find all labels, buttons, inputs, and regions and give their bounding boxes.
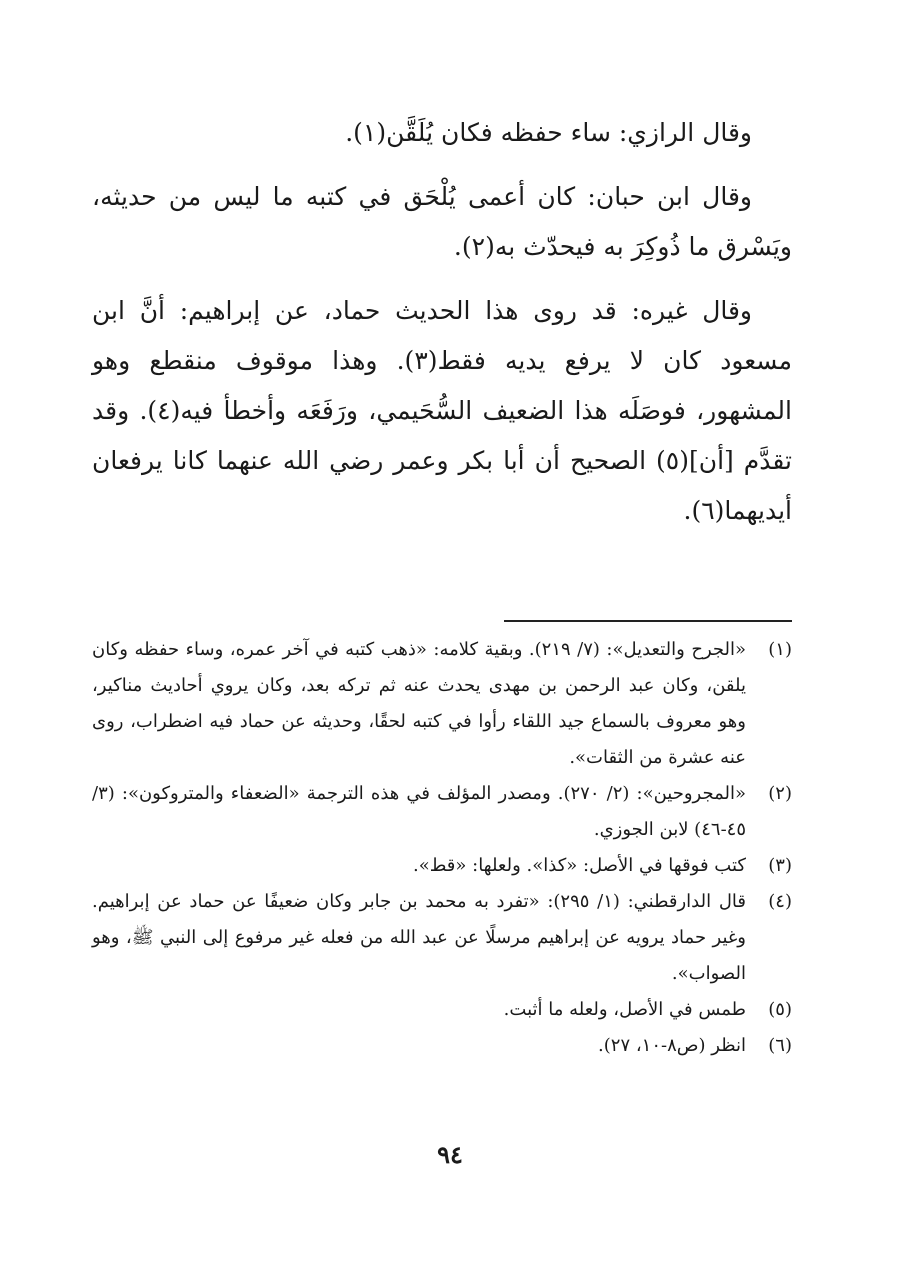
footnote-text: طمس في الأصل، ولعله ما أثبت. bbox=[503, 999, 746, 1020]
paragraph-ibn-hibban: وقال ابن حبان: كان أعمى يُلْحَق في كتبه ما ليس من حديثه، ويَسْرق ما ذُوكِرَ به فيحدّث به(٢). bbox=[92, 182, 792, 261]
footnote-4 bbox=[92, 884, 792, 992]
footnote-6 bbox=[92, 1028, 792, 1064]
footnote-text: انظر (ص٨-١٠، ٢٧). bbox=[598, 1035, 746, 1056]
footnote-number: (٥) bbox=[768, 999, 792, 1020]
footnote-number: (٣) bbox=[768, 855, 792, 876]
footnote-number: (١) bbox=[768, 639, 792, 660]
footnote-2 bbox=[92, 776, 792, 848]
footnote-3 bbox=[92, 848, 792, 884]
footnote-number: (٦) bbox=[768, 1035, 792, 1056]
footnote-text: «الجرح والتعديل»: (٧/ ٢١٩). وبقية كلامه: «ذهب كتبه في آخر عمره، وساء حفظه وكان يلقن، وكان عبد الرحمن بن مهدى يحدث عنه ثم تركه بعد، وكان يروي أحاديث مناكير، وهو معروف بالسماع جيد اللقاء رأوا في كتبه لحقًا، وحديثه عن حماد فيه اضطراب، روى عنه عشرة من الثقات». bbox=[92, 639, 746, 768]
footnote-separator bbox=[504, 620, 792, 622]
footnote-number: (٢) bbox=[768, 783, 792, 804]
footnotes bbox=[92, 632, 792, 1064]
footnote-text: قال الدارقطني: (١/ ٢٩٥): «تفرد به محمد بن جابر وكان ضعيفًا عن حماد عن إبراهيم. وغير حماد يرويه عن إبراهيم مرسلًا عن عبد الله من فعله غير مرفوع إلى النبي ﷺ، وهو الصواب». bbox=[92, 891, 746, 984]
footnote-number: (٤) bbox=[768, 891, 792, 912]
main-text bbox=[92, 108, 792, 550]
footnote-5 bbox=[92, 992, 792, 1028]
footnote-text: «المجروحين»: (٢/ ٢٧٠). ومصدر المؤلف في هذه الترجمة «الضعفاء والمتروكون»: (٣/ ٤٥-٤٦) لابن الجوزي. bbox=[92, 783, 746, 840]
paragraph-razi: وقال الرازي: ساء حفظه فكان يُلَقَّن(١). bbox=[345, 118, 752, 147]
page-number: ٩٤ bbox=[437, 1140, 463, 1169]
footnote-1 bbox=[92, 632, 792, 776]
paragraph-others: وقال غيره: قد روى هذا الحديث حماد، عن إبراهيم: أنَّ ابن مسعود كان لا يرفع يديه فقط(٣). وهذا موقوف منقطع وهو المشهور، فوصَلَه هذا الضعيف السُّحَيمي، ورَفَعَه وأخطأ فيه(٤). وقد تقدَّم [أن](٥) الصحيح أن أبا بكر وعمر رضي الله عنهما كانا يرفعان أيديهما(٦). bbox=[92, 296, 793, 525]
footnote-text: كتب فوقها في الأصل: «كذا». ولعلها: «قط». bbox=[412, 855, 746, 876]
